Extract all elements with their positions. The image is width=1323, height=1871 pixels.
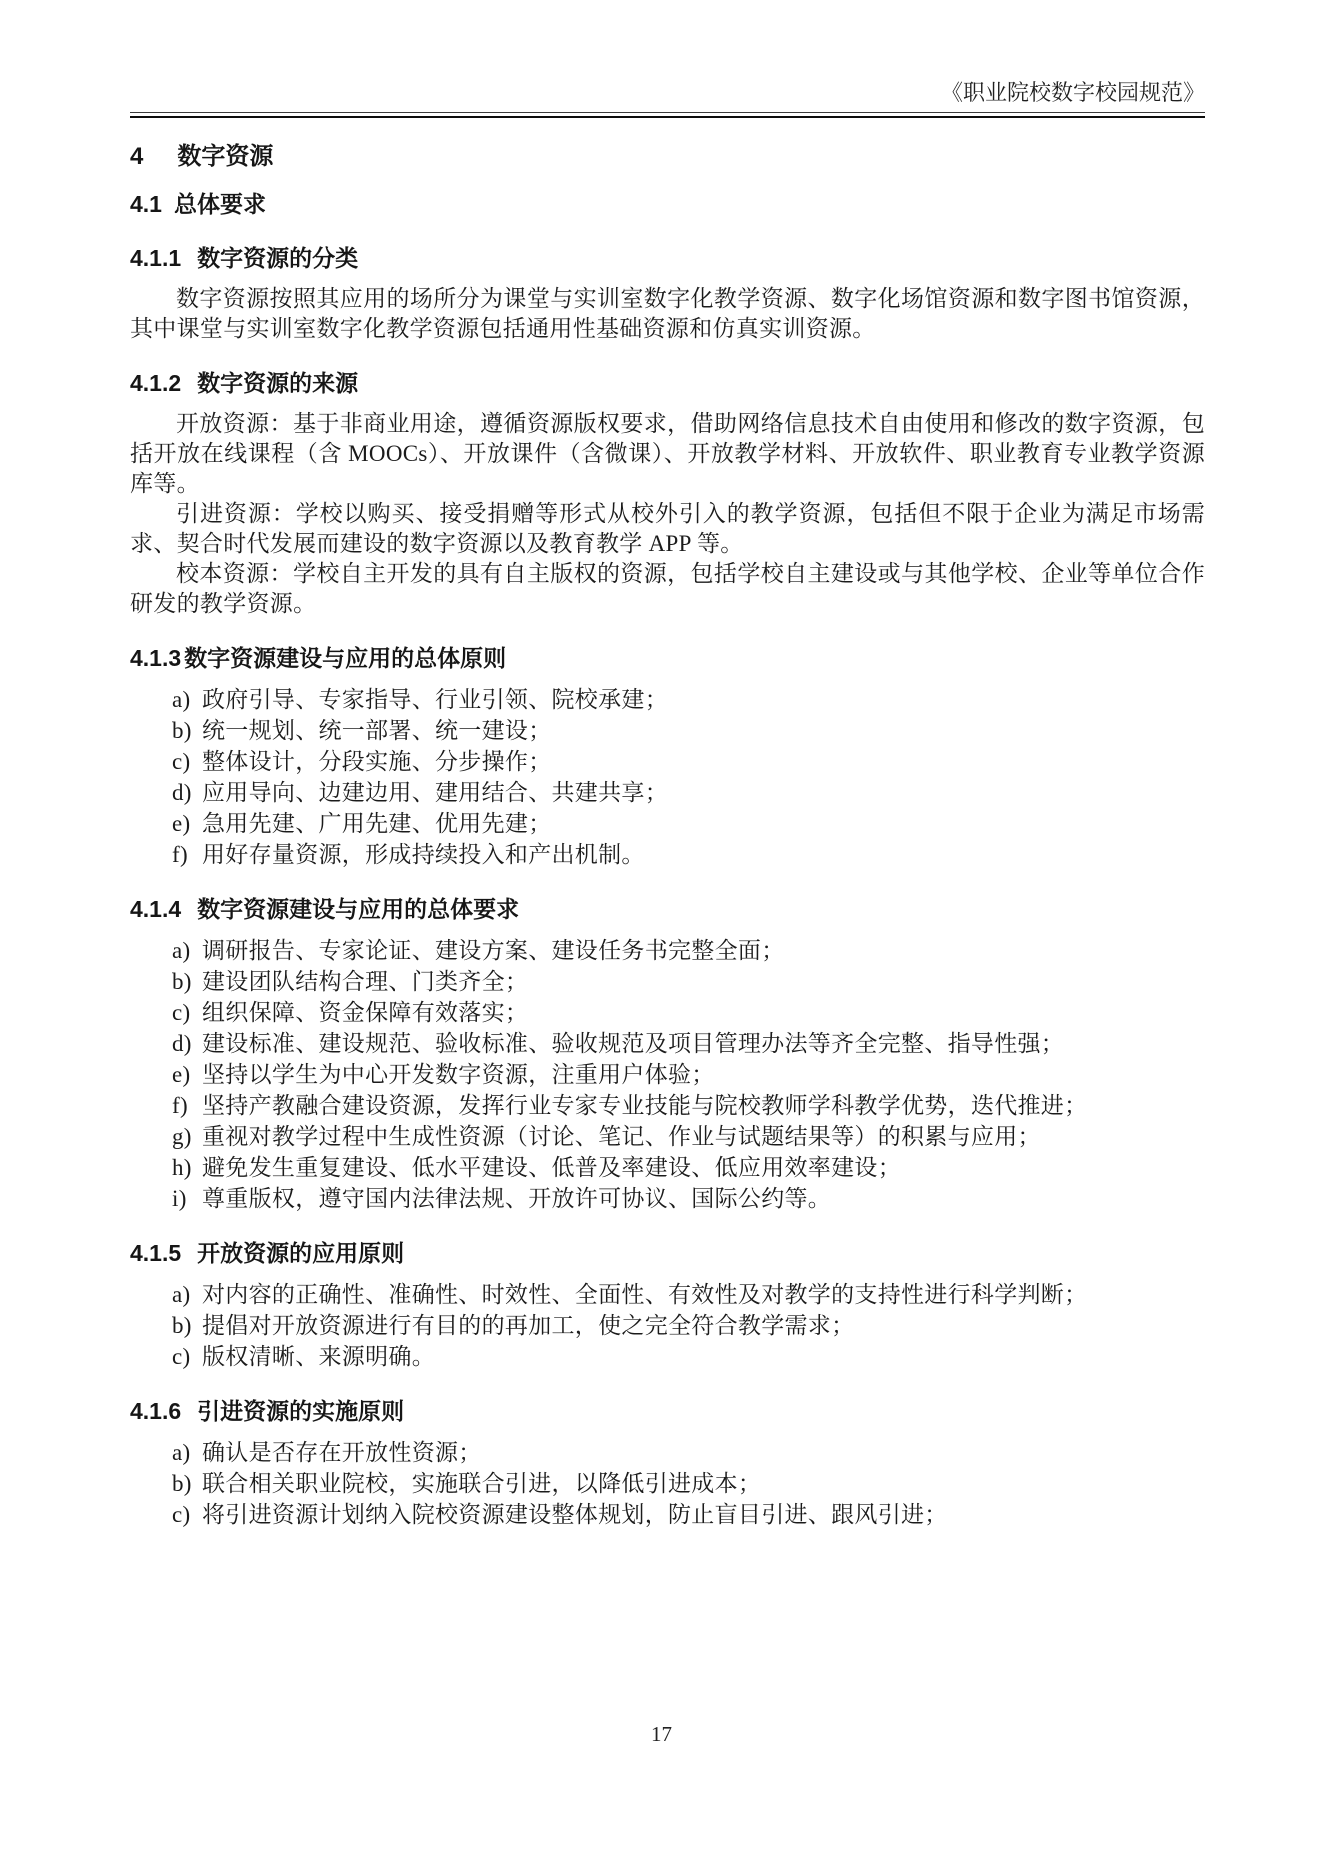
list-item: [172, 1310, 1205, 1341]
subsection-number: 4.1.2: [130, 370, 182, 396]
page-footer: [0, 1722, 1323, 1747]
list-item-text: 对内容的正确性、准确性、时效性、全面性、有效性及对教学的支持性进行科学判断；: [202, 1282, 1088, 1307]
page-number: 17: [651, 1722, 672, 1746]
subsection-number: 4.1.5: [130, 1240, 182, 1266]
subsection-4-1-1: [130, 243, 1205, 344]
paragraph: 引进资源：学校以购买、接受捐赠等形式从校外引入的教学资源，包括但不限于企业为满足市场需求、契合时代发展而建设的数字资源以及教育教学 APP 等。: [130, 501, 1205, 556]
list-item: [172, 966, 1205, 997]
list-item-label: e): [172, 1062, 191, 1087]
ordered-list: [130, 935, 1205, 1214]
list-item-text: 联合相关职业院校，实施联合引进，以降低引进成本；: [202, 1471, 762, 1496]
ordered-list: [130, 1279, 1205, 1372]
list-item-label: i): [172, 1186, 187, 1211]
subsection-title: 数字资源的来源: [197, 370, 359, 396]
list-item: [172, 715, 1205, 746]
chapter-title: 数字资源: [177, 143, 274, 170]
list-item-text: 建设团队结构合理、门类齐全；: [202, 969, 529, 994]
list-item: [172, 1499, 1205, 1530]
paragraph: 数字资源按照其应用的场所分为课堂与实训室数字化教学资源、数字化场馆资源和数字图书馆资源，其中课堂与实训室数字化教学资源包括通用性基础资源和仿真实训资源。: [130, 286, 1205, 341]
paragraph: 校本资源：学校自主开发的具有自主版权的资源，包括学校自主建设或与其他学校、企业等单位合作研发的教学资源。: [130, 561, 1205, 616]
subsection-heading: [130, 1238, 1205, 1268]
list-item-label: a): [172, 938, 191, 963]
list-item-label: b): [172, 1471, 192, 1496]
subsection-number: 4.1.4: [130, 896, 182, 922]
list-item-label: c): [172, 1344, 191, 1369]
subsection-heading: [130, 243, 1205, 273]
list-item: [172, 684, 1205, 715]
list-item: [172, 839, 1205, 870]
list-item: [172, 808, 1205, 839]
header-rule: [130, 112, 1205, 118]
list-item: [172, 746, 1205, 777]
list-item: [172, 1437, 1205, 1468]
list-item-label: e): [172, 811, 191, 836]
list-item-text: 坚持以学生为中心开发数字资源，注重用户体验；: [202, 1062, 715, 1087]
list-item-label: b): [172, 1313, 192, 1338]
subsection-body: [130, 284, 1205, 344]
list-item-text: 急用先建、广用先建、优用先建；: [202, 811, 552, 836]
list-item-label: c): [172, 1502, 191, 1527]
list-item-text: 尊重版权，遵守国内法律法规、开放许可协议、国际公约等。: [202, 1186, 832, 1211]
subsection-heading: [130, 894, 1205, 924]
list-item-label: b): [172, 969, 192, 994]
section-number: 4.1: [130, 191, 162, 217]
section-heading: [130, 189, 1205, 219]
subsection-title: 数字资源建设与应用的总体原则: [184, 645, 507, 671]
subsection-heading: [130, 1396, 1205, 1426]
subsection-4-1-2: [130, 368, 1205, 619]
list-item: [172, 1121, 1205, 1152]
subsection-4-1-3: [130, 643, 1205, 870]
list-item: [172, 1059, 1205, 1090]
list-item-label: a): [172, 1440, 191, 1465]
list-item-label: g): [172, 1124, 192, 1149]
ordered-list: [130, 684, 1205, 870]
list-item: [172, 1341, 1205, 1372]
paragraph: 开放资源：基于非商业用途，遵循资源版权要求，借助网络信息技术自由使用和修改的数字资源，包括开放在线课程（含 MOOCs）、开放课件（含微课）、开放教学材料、开放软件、职业教育专业教学资源库等。: [130, 411, 1205, 496]
list-item-text: 组织保障、资金保障有效落实；: [202, 1000, 529, 1025]
list-item-label: b): [172, 718, 192, 743]
chapter-heading: [130, 142, 1205, 172]
document-title: 《职业院校数字校园规范》: [940, 80, 1205, 105]
list-item: [172, 997, 1205, 1028]
list-item-label: c): [172, 749, 191, 774]
subsection-heading: [130, 643, 1205, 673]
subsection-heading: [130, 368, 1205, 398]
list-item-label: d): [172, 780, 192, 805]
list-item: [172, 1279, 1205, 1310]
subsection-title: 数字资源的分类: [197, 245, 359, 271]
subsection-title: 数字资源建设与应用的总体要求: [197, 896, 520, 922]
list-item-label: a): [172, 1282, 191, 1307]
list-item: [172, 1152, 1205, 1183]
subsection-4-1-4: [130, 894, 1205, 1214]
list-item-label: c): [172, 1000, 191, 1025]
subsection-title: 开放资源的应用原则: [197, 1240, 405, 1266]
list-item: [172, 777, 1205, 808]
list-item: [172, 1090, 1205, 1121]
list-item: [172, 1028, 1205, 1059]
subsection-number: 4.1.3: [130, 645, 182, 671]
list-item: [172, 1468, 1205, 1499]
page-header: [130, 0, 1205, 106]
subsection-4-1-5: [130, 1238, 1205, 1372]
list-item-label: f): [172, 842, 188, 867]
subsection-body: [130, 409, 1205, 619]
list-item-text: 提倡对开放资源进行有目的的再加工，使之完全符合教学需求；: [202, 1313, 855, 1338]
list-item-label: f): [172, 1093, 188, 1118]
list-item-label: h): [172, 1155, 192, 1180]
list-item-label: a): [172, 687, 191, 712]
list-item-text: 坚持产教融合建设资源，发挥行业专家专业技能与院校教师学科教学优势，迭代推进；: [202, 1093, 1088, 1118]
list-item-text: 用好存量资源，形成持续投入和产出机制。: [202, 842, 645, 867]
list-item-text: 建设标准、建设规范、验收标准、验收规范及项目管理办法等齐全完整、指导性强；: [202, 1031, 1065, 1056]
list-item: [172, 935, 1205, 966]
list-item: [172, 1183, 1205, 1214]
section-title: 总体要求: [173, 191, 266, 217]
list-item-text: 避免发生重复建设、低水平建设、低普及率建设、低应用效率建设；: [202, 1155, 901, 1180]
subsection-number: 4.1.6: [130, 1398, 182, 1424]
chapter-number: 4: [130, 143, 144, 170]
subsection-number: 4.1.1: [130, 245, 182, 271]
list-item-text: 将引进资源计划纳入院校资源建设整体规划，防止盲目引进、跟风引进；: [202, 1502, 948, 1527]
list-item-text: 确认是否存在开放性资源；: [202, 1440, 482, 1465]
list-item-label: d): [172, 1031, 192, 1056]
list-item-text: 政府引导、专家指导、行业引领、院校承建；: [202, 687, 668, 712]
list-item-text: 应用导向、边建边用、建用结合、共建共享；: [202, 780, 668, 805]
subsection-title: 引进资源的实施原则: [197, 1398, 405, 1424]
list-item-text: 版权清晰、来源明确。: [202, 1344, 435, 1369]
list-item-text: 重视对教学过程中生成性资源（讨论、笔记、作业与试题结果等）的积累与应用；: [202, 1124, 1041, 1149]
list-item-text: 统一规划、统一部署、统一建设；: [202, 718, 552, 743]
ordered-list: [130, 1437, 1205, 1530]
subsection-4-1-6: [130, 1396, 1205, 1530]
list-item-text: 调研报告、专家论证、建设方案、建设任务书完整全面；: [202, 938, 785, 963]
list-item-text: 整体设计，分段实施、分步操作；: [202, 749, 552, 774]
